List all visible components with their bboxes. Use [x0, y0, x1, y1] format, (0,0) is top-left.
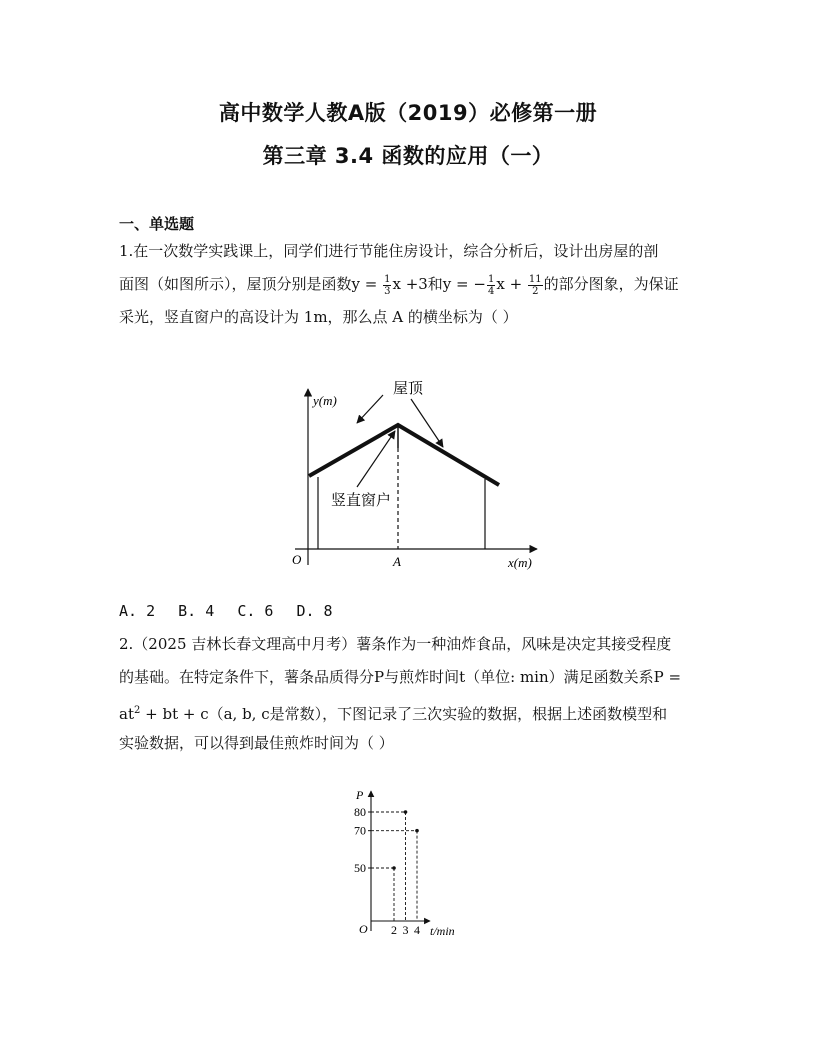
fraction-eleven-halves	[528, 274, 543, 297]
q1-line-2	[119, 268, 699, 301]
fraction-one-third	[383, 274, 391, 297]
x-tick-label: 4	[414, 923, 420, 937]
q2-line-4: 实验数据，可以得到最佳煎炸时间为（ ）	[119, 734, 394, 752]
point-a-label: A	[393, 554, 401, 569]
house-roof-figure	[275, 375, 545, 575]
question-1	[119, 235, 699, 334]
q1-line-2-b: x +3和y = −	[392, 275, 486, 293]
fraction-numerator: 1	[384, 273, 391, 285]
origin-label: O	[292, 552, 302, 567]
q2-line-2: 的基础。在特定条件下，薯条品质得分P与煎炸时间t（单位: min）满足函数关系P =	[119, 668, 682, 686]
option-c[interactable]: C. 6	[237, 602, 274, 620]
frying-time-chart	[350, 785, 470, 945]
fraction-denominator: 4	[487, 285, 495, 297]
fraction-numerator: 1	[487, 273, 495, 285]
section-heading: 一、单选题	[119, 215, 195, 233]
fraction-denominator: 3	[384, 285, 391, 297]
x-tick-label: 3	[402, 923, 409, 937]
roof-arrow-left	[357, 395, 383, 423]
q1-line-2-a: 面图（如图所示），屋顶分别是函数y =	[119, 275, 383, 293]
q1-line-2-c: x +	[496, 275, 527, 293]
option-a[interactable]: A. 2	[119, 602, 156, 620]
p-axis-label: P	[356, 788, 364, 802]
q1-line-3: 采光，竖直窗户的高设计为 1m，那么点 A 的横坐标为（ ）	[119, 308, 518, 326]
data-point	[404, 810, 408, 814]
fraction-denominator: 2	[532, 285, 539, 297]
y-axis-label: y(m)	[313, 393, 337, 408]
data-point	[415, 829, 419, 833]
x-axis-label: x(m)	[508, 555, 532, 570]
roof-arrow-right	[411, 399, 443, 447]
y-tick-label: 50	[354, 861, 366, 875]
q2-line-3	[119, 694, 699, 727]
origin-label: O	[359, 922, 368, 936]
q2-line-3-b: + bt + c（a, b, c是常数），下图记录了三次实验的数据，根据上述函数模型和	[140, 705, 668, 723]
question-2	[119, 628, 699, 760]
roof-label: 屋顶	[393, 381, 424, 397]
q1-line-2-d: 的部分图象，为保证	[543, 275, 679, 293]
option-b[interactable]: B. 4	[178, 602, 215, 620]
fraction-numerator: 11	[528, 273, 542, 285]
option-d[interactable]: D. 8	[296, 602, 333, 620]
page-subtitle: 第三章 3.4 函数的应用（一）	[262, 144, 554, 168]
exponent: 2	[133, 705, 141, 716]
q1-line-1: 1.在一次数学实践课上，同学们进行节能住房设计，综合分析后，设计出房屋的剖	[119, 242, 659, 260]
q2-line-3-a: at	[119, 705, 134, 723]
fraction-one-fourth	[487, 274, 495, 297]
q1-options	[119, 602, 347, 620]
data-point	[392, 866, 396, 870]
x-tick-label: 2	[391, 923, 397, 937]
page-title: 高中数学人教A版（2019）必修第一册	[218, 101, 598, 125]
y-tick-label: 80	[354, 805, 366, 819]
y-tick-label: 70	[354, 823, 366, 838]
q2-line-1: 2.（2025 吉林长春文理高中月考）薯条作为一种油炸食品，风味是决定其接受程度	[119, 635, 672, 653]
roof-line	[309, 425, 499, 485]
window-label: 竖直窗户	[331, 493, 392, 509]
t-axis-label: t/min	[430, 924, 455, 938]
